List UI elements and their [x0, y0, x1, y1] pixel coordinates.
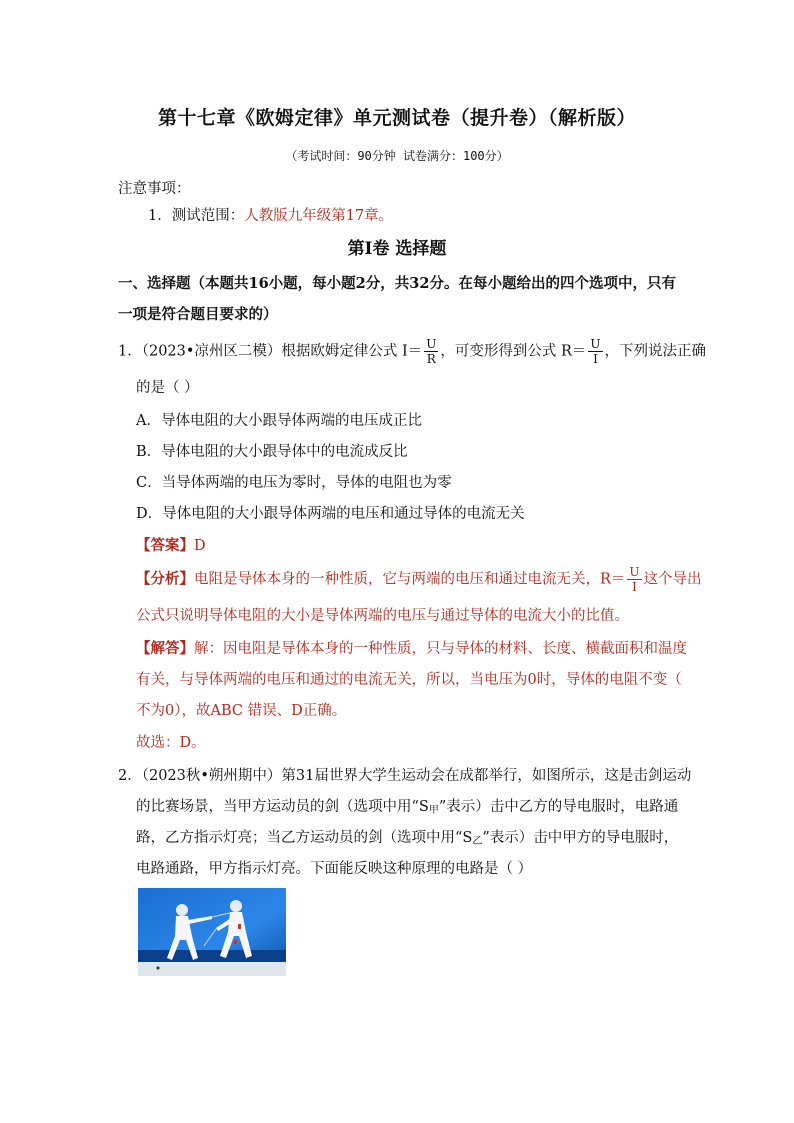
q1-option-a: A．导体电阻的大小跟导体两端的电压成正比 [136, 413, 422, 429]
q1-option-b: B．导体电阻的大小跟导体中的电流成反比 [136, 444, 408, 460]
notes-item-1 [148, 204, 393, 225]
q2-sub-yi: 乙 [472, 836, 483, 847]
exam-info: （考试时间：90分钟 试卷满分：100分） [285, 149, 509, 163]
q1-stem-part-c: ，下列说法正确 [604, 343, 707, 360]
q1-option-c: C．当导体两端的电压为零时，导体的电阻也为零 [136, 475, 452, 491]
section-title: 第Ⅰ卷 选择题 [347, 239, 447, 259]
q2-sub-jia: 甲 [428, 805, 439, 816]
q1-analysis-line-2: 公式只说明导体电阻的大小是导体两端的电压与通过导体的电流大小的比值。 [136, 608, 629, 624]
instructions-line-2: 一项是符合题目要求的） [118, 306, 278, 323]
answer-label: 【答案】 [136, 537, 194, 554]
q1-stem [118, 337, 706, 366]
fencing-photo [138, 888, 286, 976]
q2-line-4: 电路通路，甲方指示灯亮。下面能反映这种原理的电路是（ ） [136, 861, 533, 877]
q1-stem-line-2: 的是（ ） [136, 380, 199, 396]
frac-numerator: U [629, 565, 640, 579]
frac-denominator: R [426, 352, 436, 366]
q1-solution-line-2: 有关，与导体两端的电压和通过的电流无关，所以，当电压为0时，导体的电阻不变（ [136, 672, 682, 688]
analysis-formula [627, 565, 641, 594]
instructions-line-1: 一、选择题（本题共16小题，每小题2分，共32分。在每小题给出的四个选项中，只有 [118, 275, 676, 292]
document-title: 第十七章《欧姆定律》单元测试卷（提升卷）（解析版） [157, 107, 636, 129]
fencing-photo-illustration [138, 888, 286, 976]
analysis-text-a: 电阻是导体本身的一种性质，它与两端的电压和通过电流无关，R＝ [194, 571, 626, 588]
q1-choice: 故选：D。 [136, 735, 206, 751]
frac-denominator: I [632, 580, 637, 594]
analysis-text-b: 这个导出 [643, 571, 702, 588]
q2-line-2-part-b: ”表示）击中乙方的导电服时，电路通 [438, 799, 679, 815]
q2-line-2-part-a: 的比赛场景，当甲方运动员的剑（选项中用“S [136, 799, 429, 815]
q2-line-2 [136, 795, 678, 816]
solution-line-1: 解：因电阻是导体本身的一种性质，只与导体的材料、长度、横截面积和温度 [194, 641, 687, 657]
q1-formula-r [588, 337, 602, 366]
q2-line-3 [136, 826, 678, 847]
q2-line-1: 2．（2023秋•朔州期中）第31届世界大学生运动会在成都举行，如图所示，这是击剑运动 [118, 768, 692, 784]
analysis-label: 【分析】 [136, 570, 194, 588]
q1-option-d: D．导体电阻的大小跟导体两端的电压和通过导体的电流无关 [136, 506, 525, 522]
q1-formula-i [424, 337, 438, 366]
q2-line-3-part-b: ”表示）击中甲方的导电服时， [482, 830, 679, 846]
notes-item-1-prefix: 1．测试范围： [148, 208, 245, 224]
frac-numerator: U [590, 337, 601, 351]
q1-stem-part-a: 1．（2023•凉州区二模）根据欧姆定律公式 I＝ [118, 343, 423, 360]
solution-label: 【解答】 [136, 640, 194, 657]
q1-analysis [136, 565, 702, 594]
notes-label: 注意事项： [118, 181, 191, 197]
frac-denominator: I [593, 352, 598, 366]
notes-item-1-value: 人教版九年级第17章。 [244, 208, 394, 224]
q2-line-3-part-a: 路，乙方指示灯亮；当乙方运动员的剑（选项中用“S [136, 830, 473, 846]
q1-solution-line-3: 不为0），故ABC 错误、D正确。 [136, 703, 347, 719]
q1-stem-part-b: ，可变形得到公式 R＝ [440, 343, 587, 360]
answer-value: D [194, 538, 206, 554]
frac-numerator: U [426, 337, 437, 351]
q1-solution [136, 637, 687, 658]
q1-answer [136, 534, 206, 555]
